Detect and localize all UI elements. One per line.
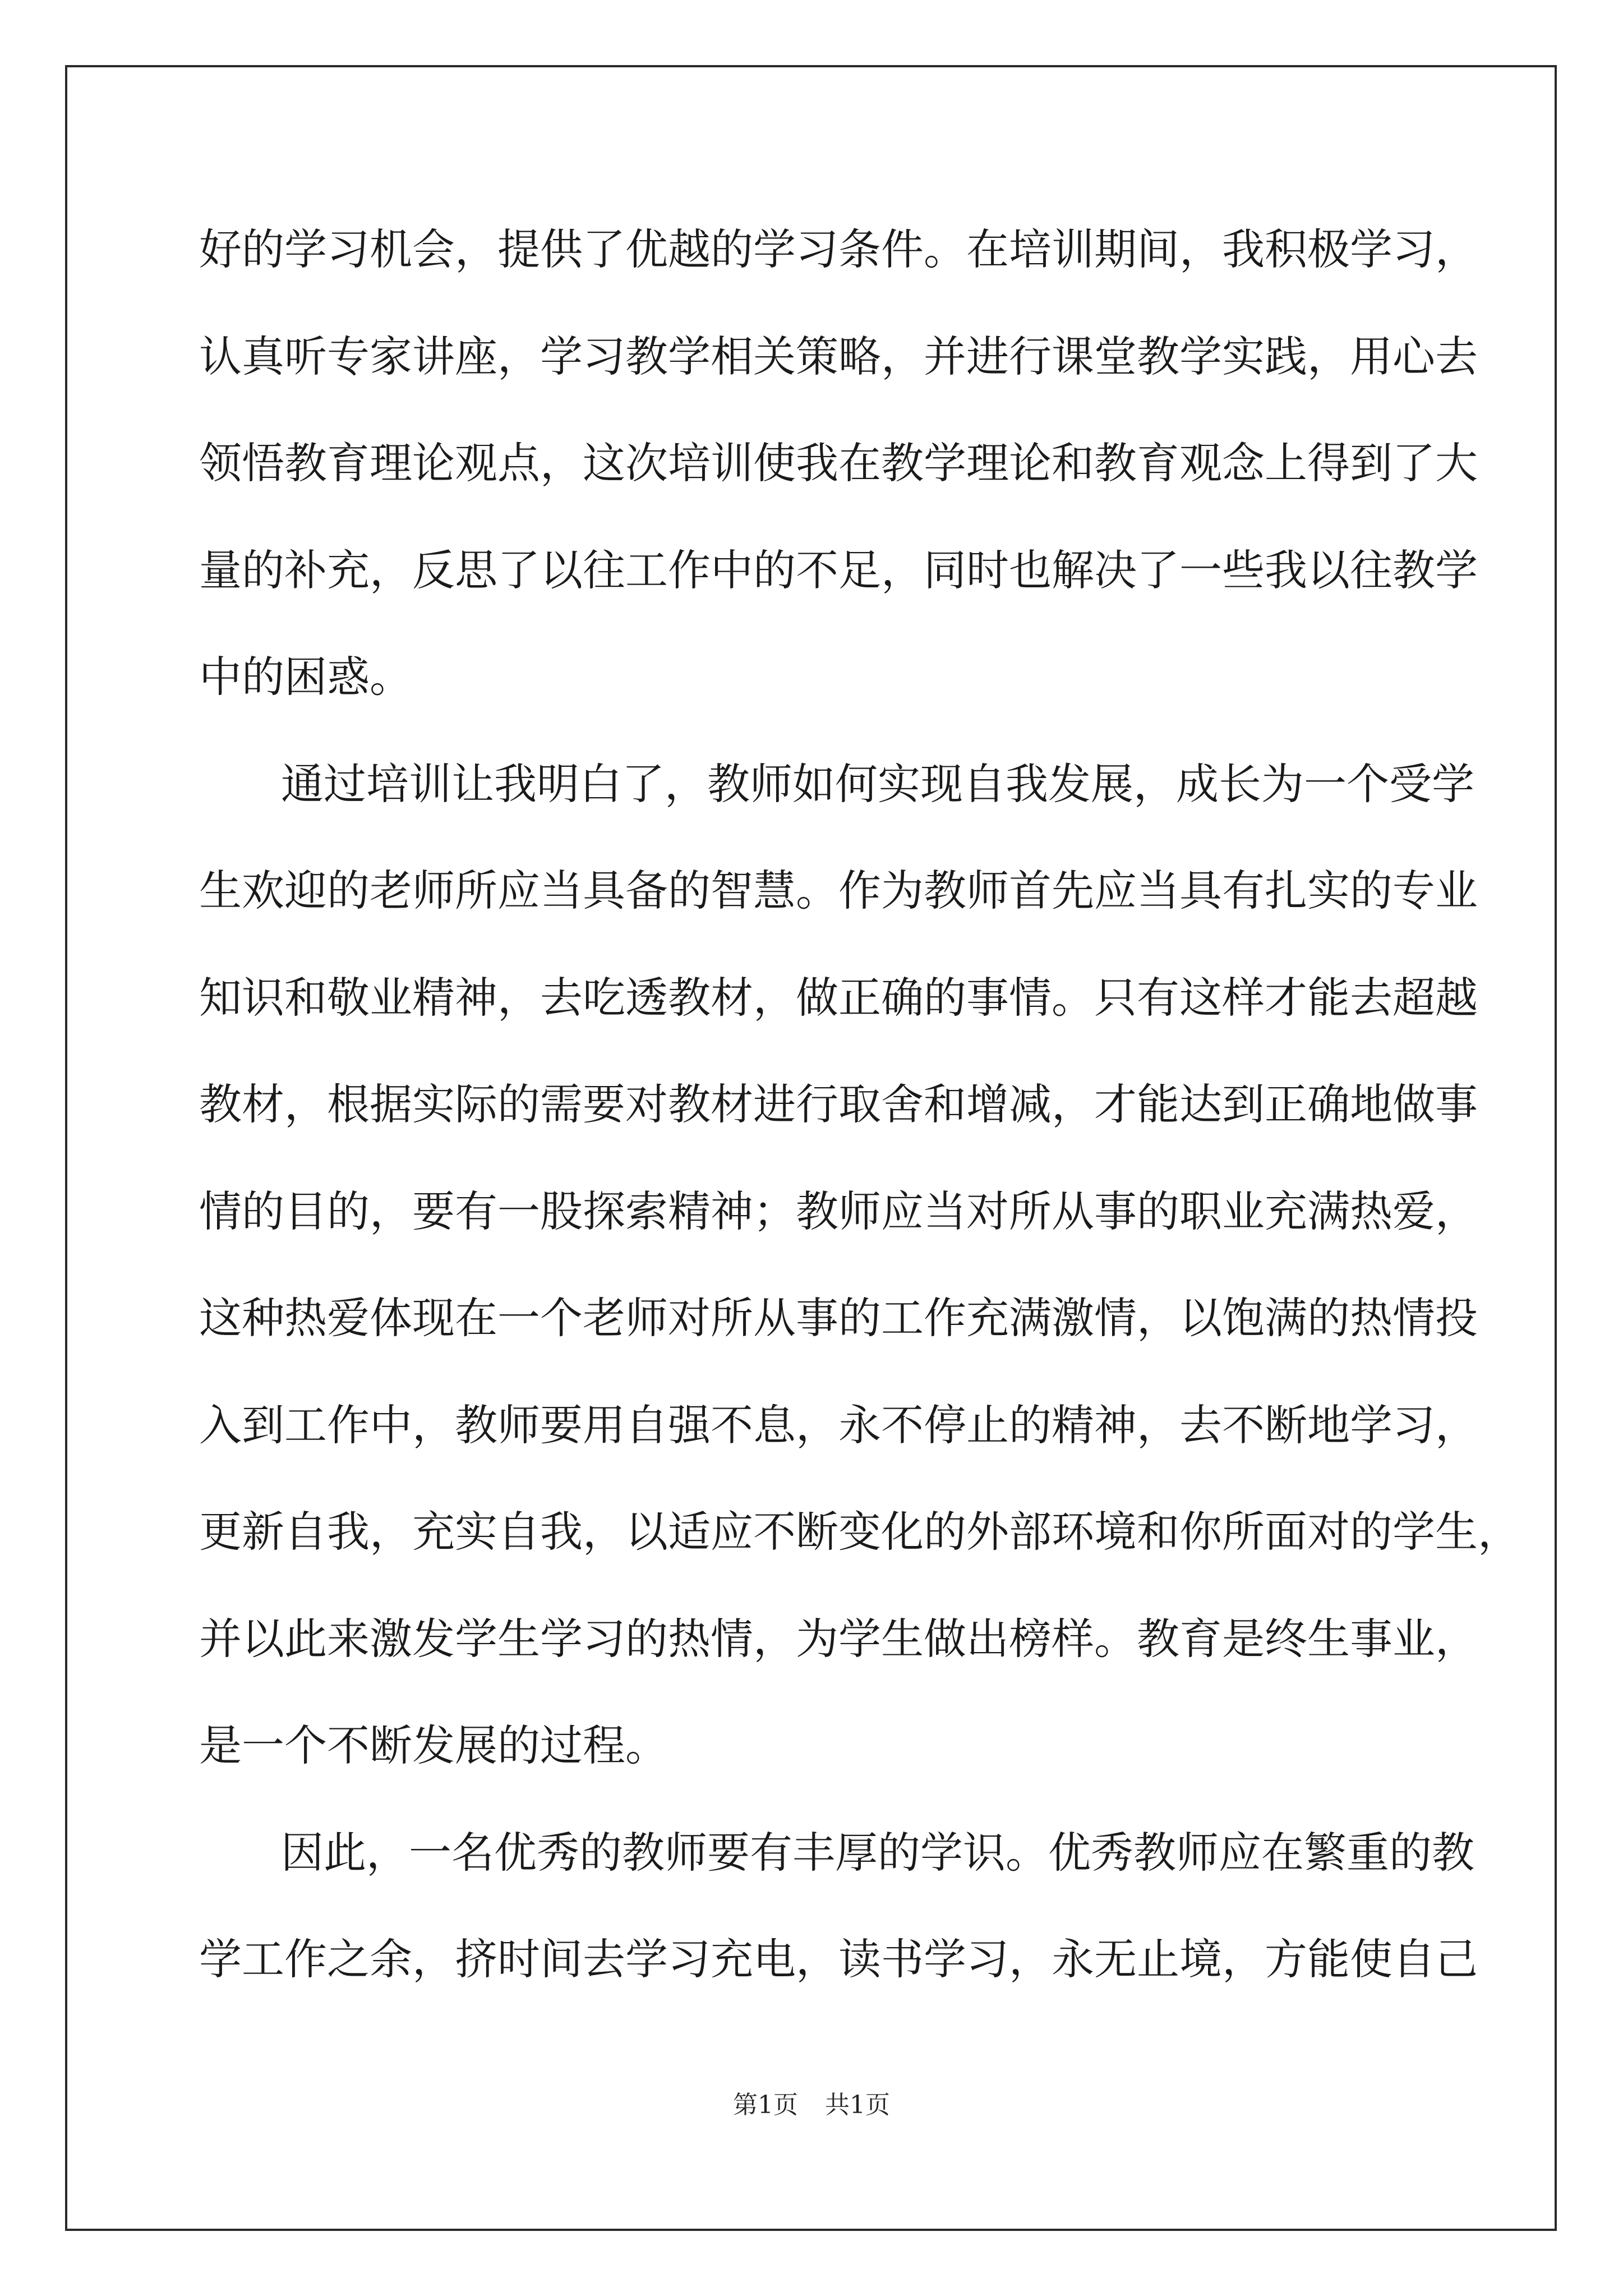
paragraph-start-line: 通过培训让我明白了，教师如何实现自我发展，成长为一个受学 [281, 758, 1474, 809]
text-line: 入到工作中，教师要用自强不息，永不停止的精神，去不断地学习， [199, 1400, 1478, 1450]
paragraph-start-line: 因此，一名优秀的教师要有丰厚的学识。优秀教师应在繁重的教 [281, 1827, 1474, 1878]
page-footer [0, 2090, 1623, 2121]
text-line: 中的困惑。 [199, 652, 412, 702]
text-line: 并以此来激发学生学习的热情，为学生做出榜样。教育是终生事业， [199, 1613, 1478, 1664]
text-line: 生欢迎的老师所应当具备的智慧。作为教师首先应当具有扎实的专业 [199, 866, 1478, 915]
text-line: 情的目的，要有一股探索精神；教师应当对所从事的职业充满热爱， [199, 1186, 1478, 1236]
text-line: 更新自我，充实自我，以适应不断变化的外部环境和你所面对的学生， [199, 1507, 1520, 1557]
text-line: 量的补充，反思了以往工作中的不足，同时也解决了一些我以往教学 [199, 545, 1478, 595]
text-line: 这种热爱体现在一个老师对所从事的工作充满激情，以饱满的热情投 [199, 1293, 1478, 1343]
text-line: 知识和敬业精神，去吃透教材，做正确的事情。只有这样才能去超越 [199, 972, 1478, 1023]
page-number-current: 第1页 [733, 2091, 798, 2119]
text-line: 教材，根据实际的需要对教材进行取舍和增减，才能达到正确地做事 [199, 1079, 1478, 1129]
text-line: 认真听专家讲座，学习教学相关策略，并进行课堂教学实践，用心去 [199, 331, 1478, 381]
text-line: 学工作之余，挤时间去学习充电，读书学习，永无止境，方能使自己 [199, 1934, 1478, 1984]
document-body [199, 196, 1520, 2013]
page-number-total: 共1页 [825, 2091, 890, 2119]
text-line: 领悟教育理论观点，这次培训使我在教学理论和教育观念上得到了大 [199, 438, 1478, 488]
text-line: 是一个不断发展的过程。 [199, 1720, 668, 1770]
text-line: 好的学习机会，提供了优越的学习条件。在培训期间，我积极学习， [199, 224, 1478, 274]
